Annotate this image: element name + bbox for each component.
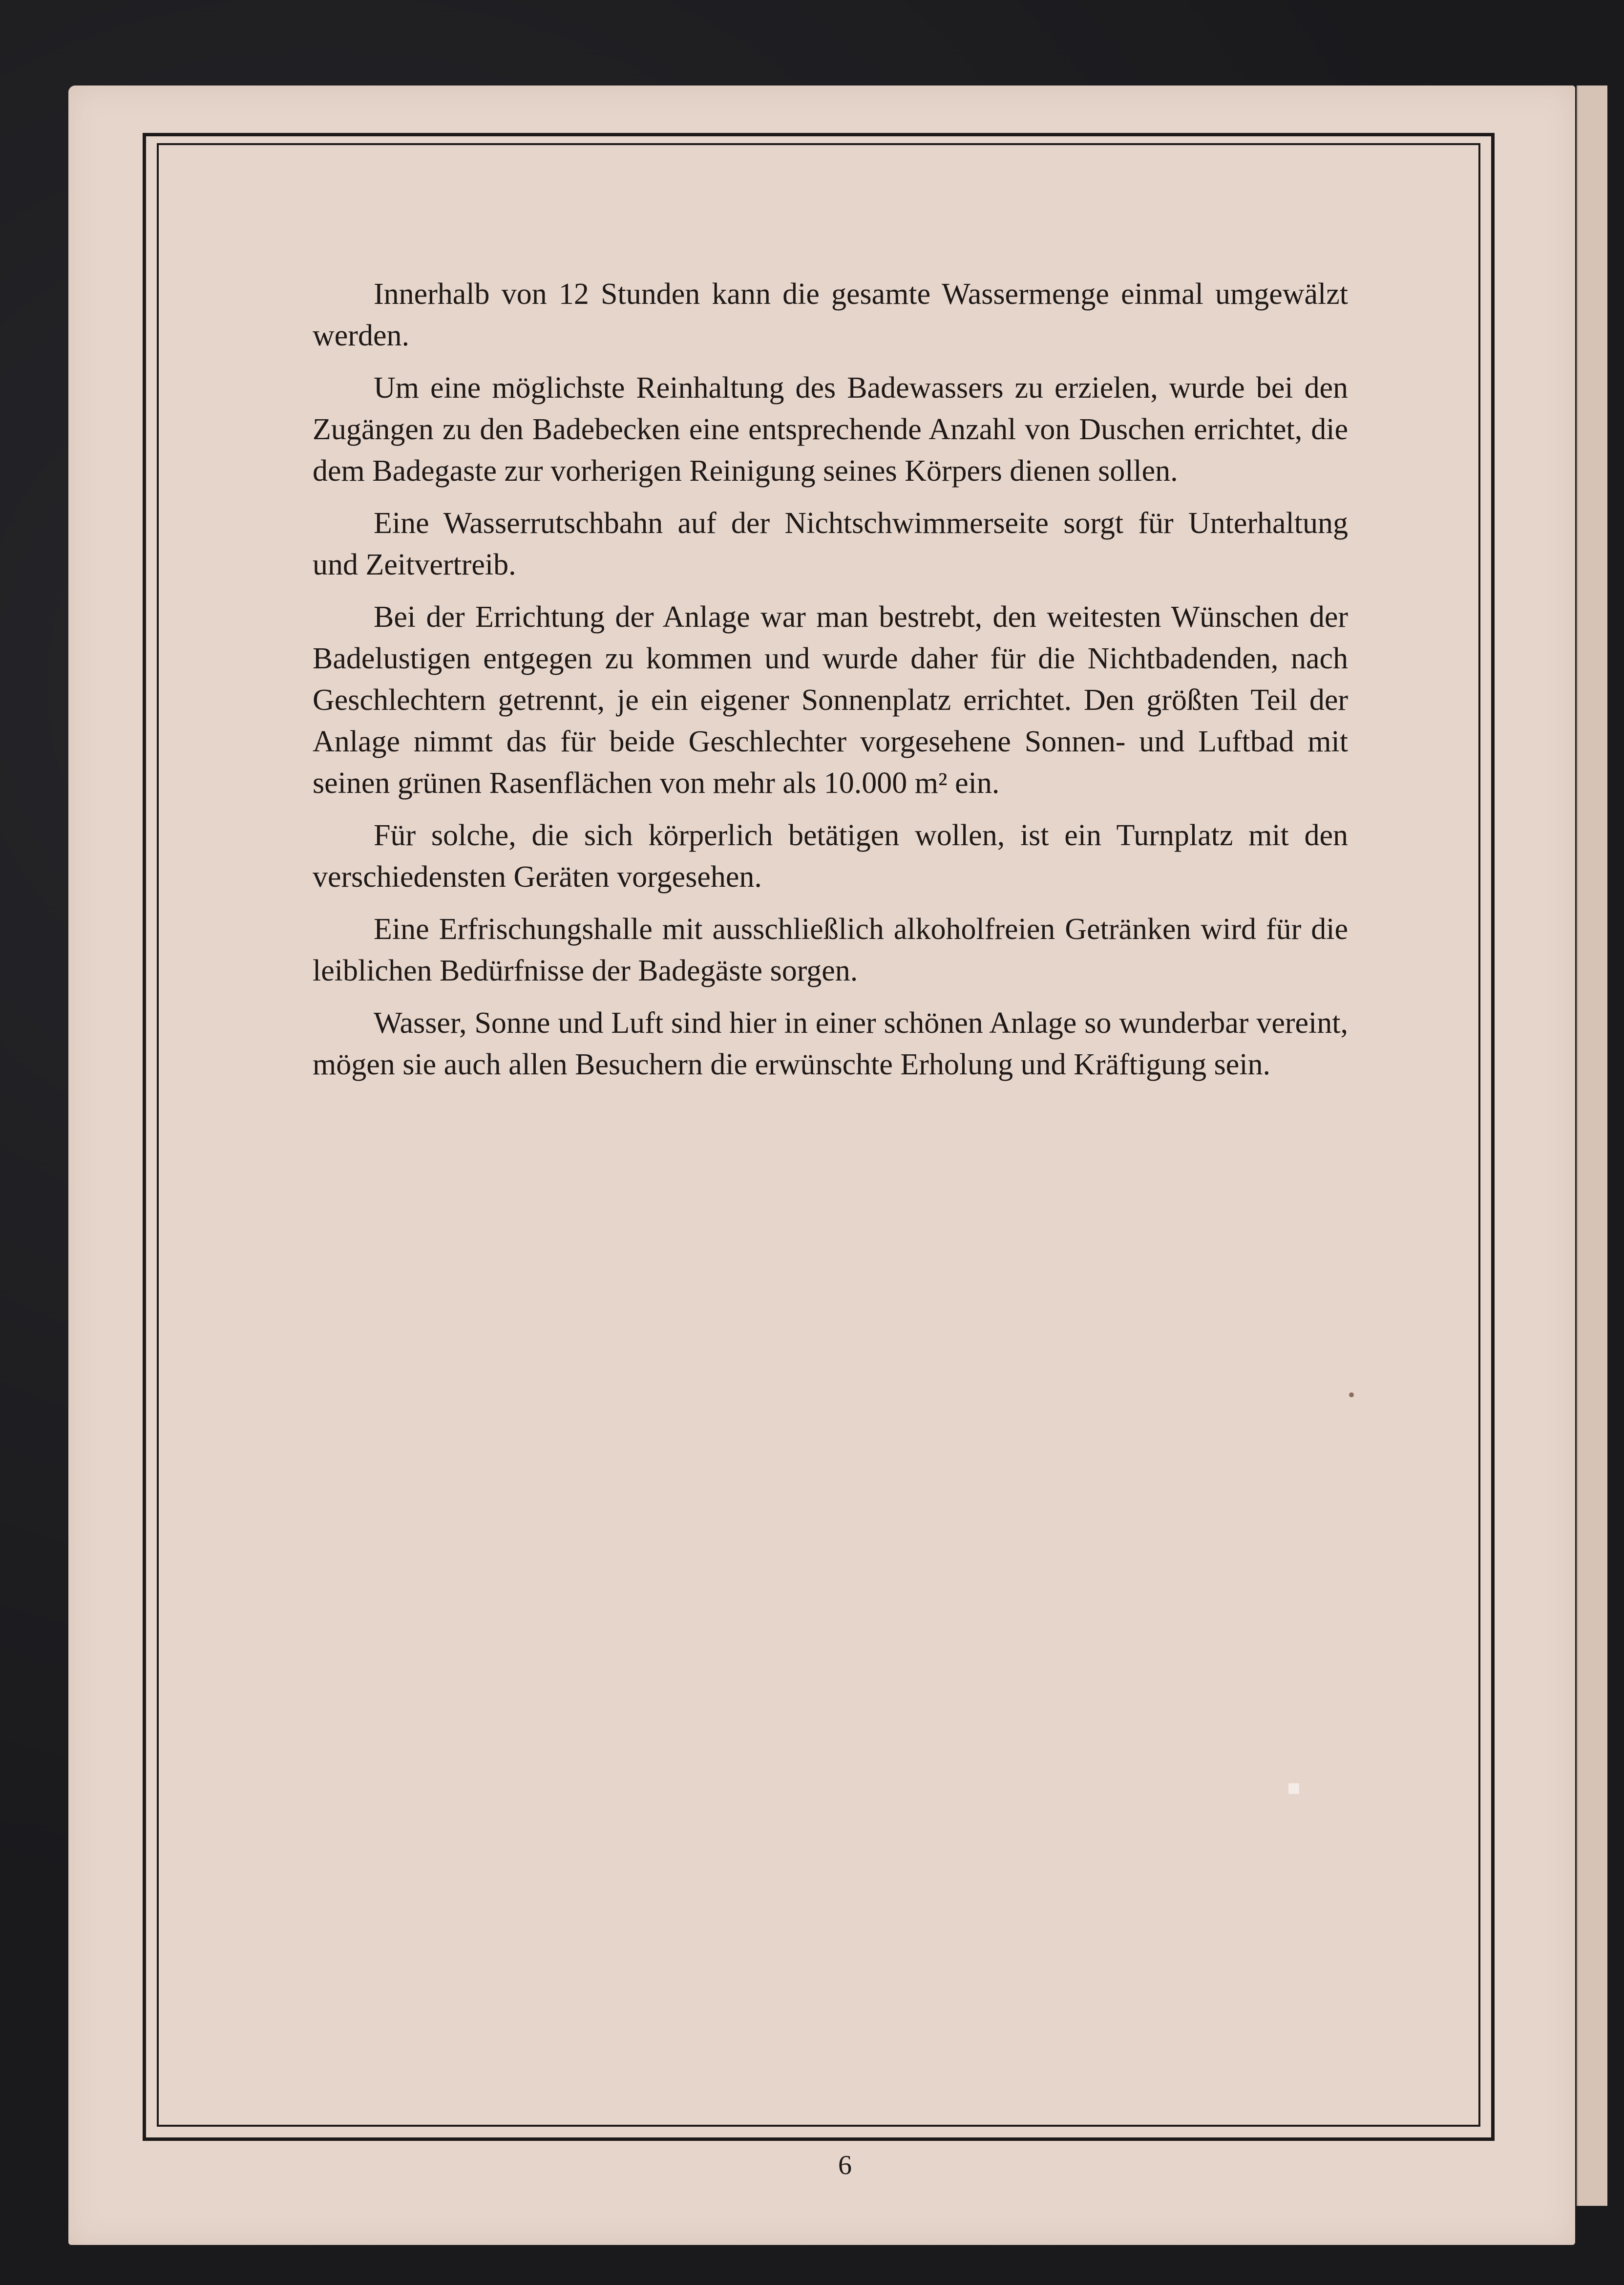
paragraph: Um eine möglichste Reinhaltung des Badewassers zu erzielen, wurde bei den Zugängen zu den Badebecken eine entsprechende Anzahl von Duschen errichtet, die dem Badegaste zur vorherigen Reinigung seines Körpers dienen sollen. [313, 371, 1348, 488]
next-page-edge [1577, 85, 1607, 2206]
paragraph: Eine Erfrischungshalle mit ausschließlich alkoholfreien Getränken wird für die leiblichen Bedürfnisse der Badegäste sorgen. [313, 913, 1348, 987]
paragraph: Innerhalb von 12 Stunden kann die gesamte Wassermenge einmal umgewälzt werden. [313, 278, 1348, 352]
paragraph: Bei der Errichtung der Anlage war man bestrebt, den weitesten Wünschen der Badelustigen entgegen zu kommen und wurde daher für die Nichtbadenden, nach Geschlechtern getrennt, je ein eigener Sonnenplatz errichtet. Den größten Teil der Anlage nimmt das für beide Geschlechter vorgesehene Sonnen- und Luftbad mit seinen grünen Rasenflächen von mehr als 10.000 m² ein. [313, 600, 1348, 800]
paper-speck [1349, 1392, 1354, 1397]
paragraph: Wasser, Sonne und Luft sind hier in einer schönen Anlage so wunderbar vereint, mögen sie auch allen Besuchern die erwünschte Erholung und Kräftigung sein. [313, 1006, 1348, 1081]
paragraph: Eine Wasserrutschbahn auf der Nichtschwimmerseite sorgt für Unterhaltung und Zeitvertreib. [313, 507, 1348, 581]
paper-speck [1288, 1783, 1299, 1794]
page-number: 6 [838, 2150, 852, 2180]
body-text [313, 274, 1348, 1096]
paragraph: Für solche, die sich körperlich betätigen wollen, ist ein Turnplatz mit den verschiedensten Geräten vorgesehen. [313, 819, 1348, 894]
